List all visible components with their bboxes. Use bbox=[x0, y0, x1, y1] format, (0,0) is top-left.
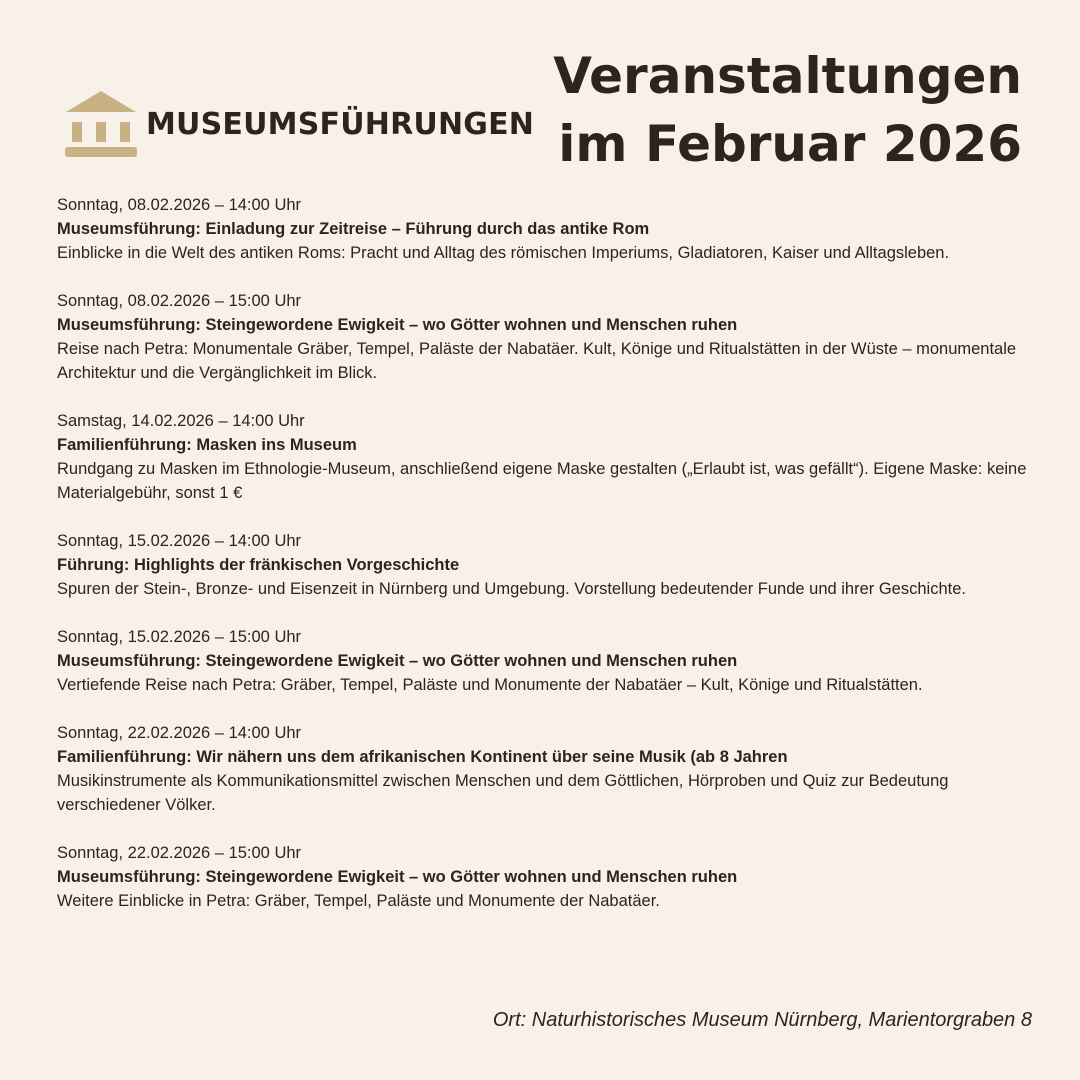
event-date: Sonntag, 22.02.2026 – 15:00 Uhr bbox=[57, 844, 302, 862]
event-title: Museumsführung: Einladung zur Zeitreise – Führung durch das antike Rom bbox=[57, 220, 650, 238]
event-date: Samstag, 14.02.2026 – 14:00 Uhr bbox=[57, 412, 305, 430]
event-date: Sonntag, 15.02.2026 – 14:00 Uhr bbox=[57, 532, 302, 550]
event-description: Weitere Einblicke in Petra: Gräber, Tempel, Paläste und Monumente der Nabatäer. bbox=[57, 892, 660, 910]
event-description: Rundgang zu Masken im Ethnologie-Museum, anschließend eigene Maske gestalten („Erlaubt ist, was gefällt“). Eigene Maske: keine Materialgebühr, sonst 1 € bbox=[57, 460, 1027, 502]
event-description: Einblicke in die Welt des antiken Roms: Pracht und Alltag des römischen Imperiums, Gladiatoren, Kaiser und Alltagsleben. bbox=[57, 244, 950, 262]
event-list bbox=[57, 193, 1047, 937]
museum-building-icon bbox=[64, 90, 138, 158]
event-item bbox=[57, 529, 1047, 601]
event-item bbox=[57, 841, 1047, 913]
event-title: Museumsführung: Steingewordene Ewigkeit – wo Götter wohnen und Menschen ruhen bbox=[57, 316, 738, 334]
event-description: Musikinstrumente als Kommunikationsmittel zwischen Menschen und dem Göttlichen, Hörproben und Quiz zur Bedeutung verschiedener Völker. bbox=[57, 772, 949, 814]
event-description: Spuren der Stein-, Bronze- und Eisenzeit in Nürnberg und Umgebung. Vorstellung bedeutender Funde und ihrer Geschichte. bbox=[57, 580, 966, 598]
location-note: Ort: Naturhistorisches Museum Nürnberg, Marientorgraben 8 bbox=[492, 1009, 1032, 1031]
event-title: Museumsführung: Steingewordene Ewigkeit – wo Götter wohnen und Menschen ruhen bbox=[57, 868, 738, 886]
event-date: Sonntag, 22.02.2026 – 14:00 Uhr bbox=[57, 724, 302, 742]
event-item bbox=[57, 721, 1047, 817]
page-title-line-1: Veranstaltungen bbox=[553, 47, 1022, 105]
event-date: Sonntag, 08.02.2026 – 15:00 Uhr bbox=[57, 292, 302, 310]
event-title: Museumsführung: Steingewordene Ewigkeit – wo Götter wohnen und Menschen ruhen bbox=[57, 652, 738, 670]
page-title bbox=[553, 42, 1022, 178]
event-item bbox=[57, 289, 1047, 385]
event-title: Führung: Highlights der fränkischen Vorgeschichte bbox=[57, 556, 460, 574]
event-date: Sonntag, 15.02.2026 – 15:00 Uhr bbox=[57, 628, 302, 646]
event-title: Familienführung: Masken ins Museum bbox=[57, 436, 357, 454]
event-item bbox=[57, 409, 1047, 505]
event-description: Reise nach Petra: Monumentale Gräber, Tempel, Paläste der Nabatäer. Kult, Könige und Ritualstätten in der Wüste – monumentale Architektur und die Vergänglichkeit im Blick. bbox=[57, 340, 1017, 382]
event-item bbox=[57, 193, 1047, 265]
header bbox=[0, 0, 1080, 185]
event-item bbox=[57, 625, 1047, 697]
event-date: Sonntag, 08.02.2026 – 14:00 Uhr bbox=[57, 196, 302, 214]
brand-label: MUSEUMSFÜHRUNGEN bbox=[146, 107, 535, 142]
page-title-line-2: im Februar 2026 bbox=[558, 115, 1022, 173]
event-description: Vertiefende Reise nach Petra: Gräber, Tempel, Paläste und Monumente der Nabatäer – Kult, Könige und Ritualstätten. bbox=[57, 676, 923, 694]
event-title: Familienführung: Wir nähern uns dem afrikanischen Kontinent über seine Musik (ab 8 Jahren bbox=[57, 748, 788, 766]
